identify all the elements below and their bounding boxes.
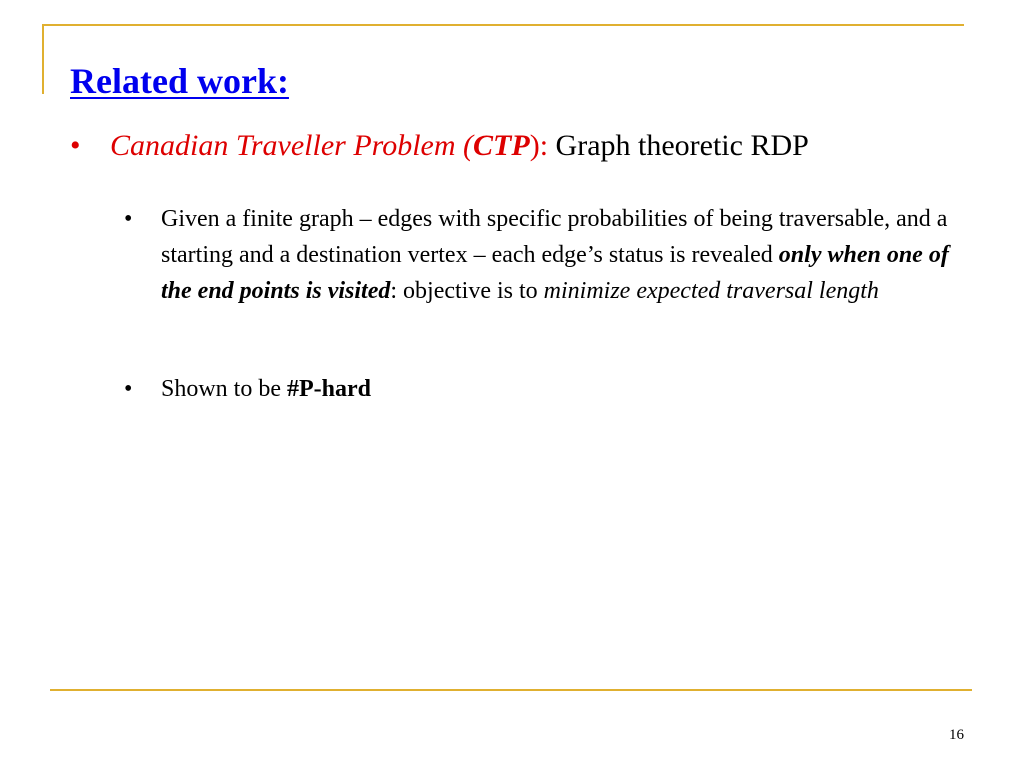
ctp-name: Canadian Traveller Problem ( <box>110 129 474 162</box>
hardness-text <box>161 371 981 407</box>
main-bullet-text <box>110 128 809 164</box>
hardness-class: #P-hard <box>287 376 371 402</box>
bullet-marker: • <box>70 129 81 162</box>
page-number: 16 <box>949 727 964 743</box>
bottom-border-line <box>50 689 972 691</box>
definition-emphasis: only when one of the end points is visited <box>161 242 949 304</box>
sub-bullet-marker: • <box>124 206 133 232</box>
hardness-prefix: Shown to be <box>161 376 287 402</box>
top-border-line <box>42 24 964 26</box>
ctp-close: ): <box>529 129 549 162</box>
left-border-line <box>42 24 44 94</box>
slide-title: Related work: <box>70 61 289 101</box>
definition-text <box>161 201 981 309</box>
ctp-description: Graph theoretic RDP <box>548 129 809 162</box>
sub-bullet-marker: • <box>124 376 133 402</box>
definition-part-a: Given a finite graph – edges with specific probabilities of being traversable, and a starting and a destination vertex – each edge’s status is revealed <box>161 206 948 268</box>
definition-part-b: : objective is to <box>390 278 544 304</box>
ctp-acronym: CTP <box>473 129 530 162</box>
definition-objective: minimize expected traversal length <box>543 278 879 304</box>
